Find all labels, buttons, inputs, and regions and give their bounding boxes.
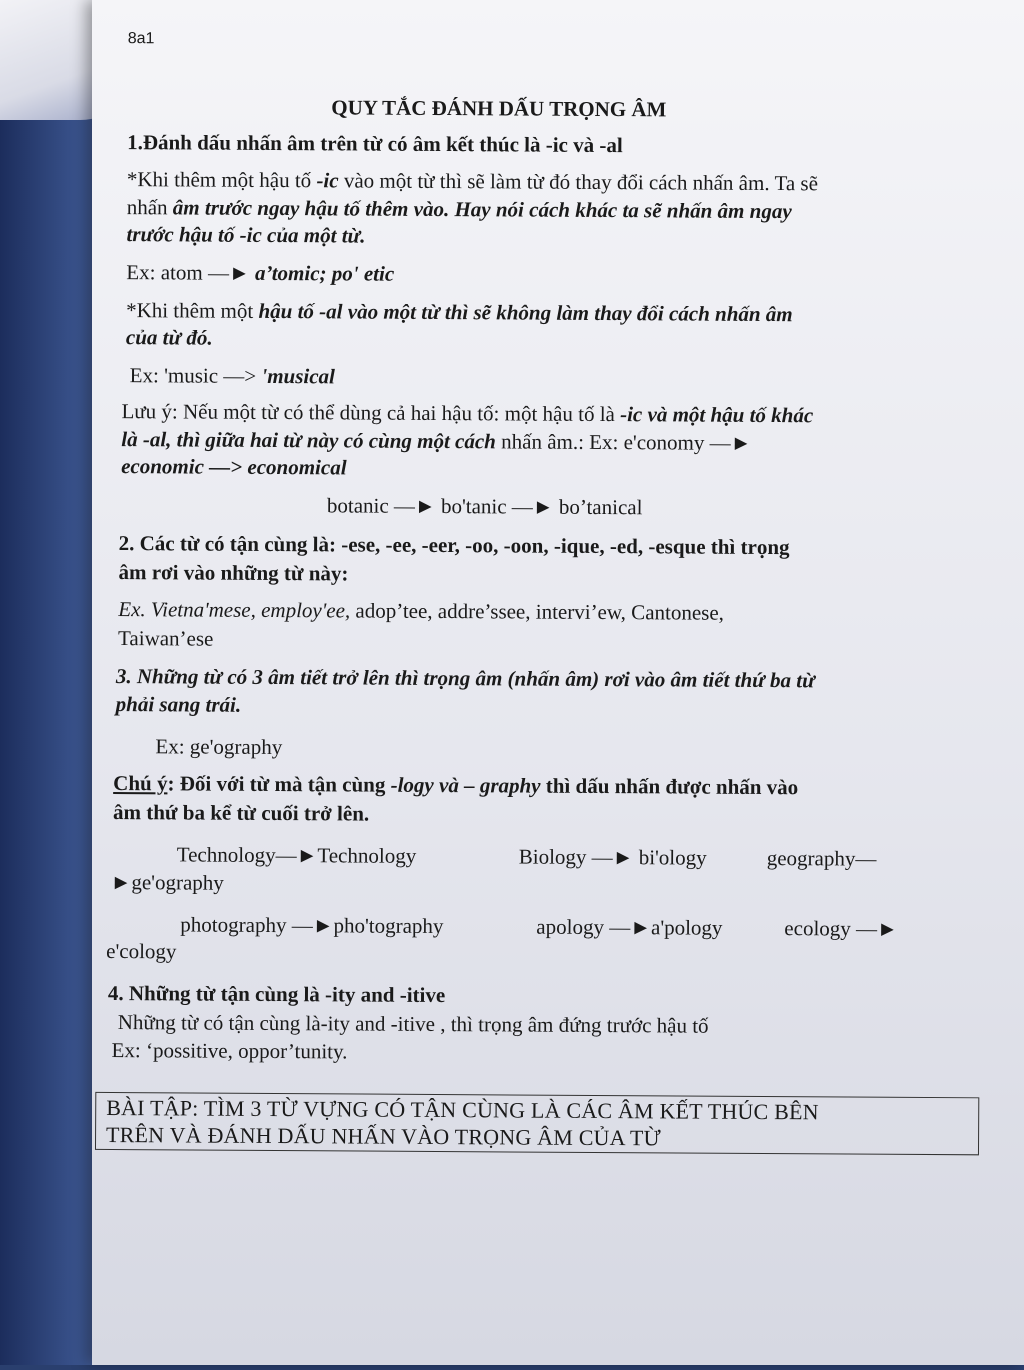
document-content xyxy=(104,0,992,1370)
example-words: a’tomic; po' etic xyxy=(254,260,395,286)
example-technology: Technology—►Technology xyxy=(176,842,417,868)
example-label: Ex: atom —► xyxy=(126,260,256,285)
note-text: Lưu ý: Nếu một từ có thể dùng cả hai hậu tố: một hậu tố là xyxy=(121,399,621,427)
exercise-line-2: TRÊN VÀ ĐÁNH DẤU NHẤN VÀO TRỌNG ÂM CỦA TỪ xyxy=(105,1121,661,1151)
corner-label: 8a1 xyxy=(127,30,155,48)
rule-2-emphasis: hậu tố -al vào một từ thì sẽ không làm thay đổi cách nhấn âm xyxy=(258,298,793,327)
section-4-heading: 4. Những từ tận cùng là -ity and -itive xyxy=(107,980,446,1008)
section-3-note-line-1 xyxy=(113,769,798,802)
exercise-box xyxy=(95,1092,979,1155)
section-2-line-2: âm rơi vào những từ này: xyxy=(118,560,349,586)
example-apology: apology —►a'pology xyxy=(536,914,723,940)
section-3-line-1: 3. Những từ có 3 âm tiết trở lên thì trọng âm (nhấn âm) rơi vào âm tiết thứ ba từ xyxy=(115,664,815,693)
exercise-line-1: BÀI TẬP: TÌM 3 TỪ VỰNG CÓ TẬN CÙNG LÀ CÁC ÂM KẾT THÚC BÊN xyxy=(106,1094,819,1125)
example-geography-cont: ►ge'ography xyxy=(110,870,224,895)
example-words: 'musical xyxy=(261,363,335,389)
section-3-line-2: phải sang trái. xyxy=(115,692,242,717)
note-line-3: economic —> economical xyxy=(121,454,347,480)
rule-2-line-1 xyxy=(126,296,793,329)
example-atom xyxy=(126,258,394,289)
section-4-line-1: Những từ có tận cùng là-ity and -itive , thì trọng âm đứng trước hậu tố xyxy=(117,1010,709,1038)
rule-1-text: *Khi thêm một hậu tố xyxy=(126,167,317,193)
section-1-heading: 1.Đánh dấu nhấn âm trên từ có âm kết thúc là -ic và -al xyxy=(127,130,623,158)
rule-1-line-3: trước hậu tố -ic của một từ. xyxy=(126,222,366,248)
example-botanic: botanic —► bo'tanic —► bo’tanical xyxy=(326,493,643,520)
note-text: nhấn âm.: Ex: e'conomy —► xyxy=(495,429,752,455)
example-ecology-cont: e'cology xyxy=(106,938,177,964)
note-emphasis: -logy và – graphy xyxy=(390,772,541,798)
rule-1-emphasis: âm trước ngay hậu tố thêm vào. Hay nói cách khác ta sẽ nhấn âm ngay xyxy=(172,195,792,224)
rule-2-text: *Khi thêm một xyxy=(126,298,259,323)
example-words: adop’tee, addre’ssee, intervi’ew, Cantonese, xyxy=(350,598,725,625)
note-text: : Đối với từ mà tận cùng xyxy=(167,771,391,797)
page-title: QUY TẮC ĐÁNH DẤU TRỌNG ÂM xyxy=(331,95,667,122)
example-label: Ex: 'music —> xyxy=(129,363,262,388)
rule-2-line-2: của từ đó. xyxy=(125,325,213,350)
section-4-example: Ex: ‘possitive, oppor’tunity. xyxy=(111,1038,348,1064)
section-2-example-line-1 xyxy=(118,595,724,628)
note-label: Chú ý xyxy=(113,771,168,796)
example-photography: photography —►pho'tography xyxy=(180,912,444,939)
example-words-italic: Ex. Vietna'mese, employ'ee, xyxy=(118,597,351,623)
note-emphasis: -ic và một hậu tố khác xyxy=(620,402,814,428)
example-music xyxy=(130,361,335,391)
rule-1-suffix: -ic xyxy=(316,168,339,193)
example-biology: Biology —► bi'ology xyxy=(518,844,707,870)
section-3-note-line-2: âm thứ ba kể từ cuối trở lên. xyxy=(112,800,370,826)
note-emphasis: là -al, thì giữa hai từ này có cùng một cách xyxy=(121,427,496,454)
example-ecology: ecology —► xyxy=(784,916,898,941)
rule-1-text: vào một từ thì sẽ làm từ đó thay đổi cách nhấn âm. Ta sẽ xyxy=(338,168,819,196)
section-2-line-1: 2. Các từ có tận cùng là: -ese, -ee, -eer, -oo, -oon, -ique, -ed, -esque thì trọng xyxy=(118,531,790,560)
rule-1-text: nhấn xyxy=(126,195,173,220)
example-geography: geography— xyxy=(766,846,877,871)
note-text: thì dấu nhấn được nhấn vào xyxy=(540,773,799,800)
document-page xyxy=(92,0,1024,1365)
section-2-example-line-2: Taiwan’ese xyxy=(118,626,214,651)
section-3-example: Ex: ge'ography xyxy=(155,734,283,760)
